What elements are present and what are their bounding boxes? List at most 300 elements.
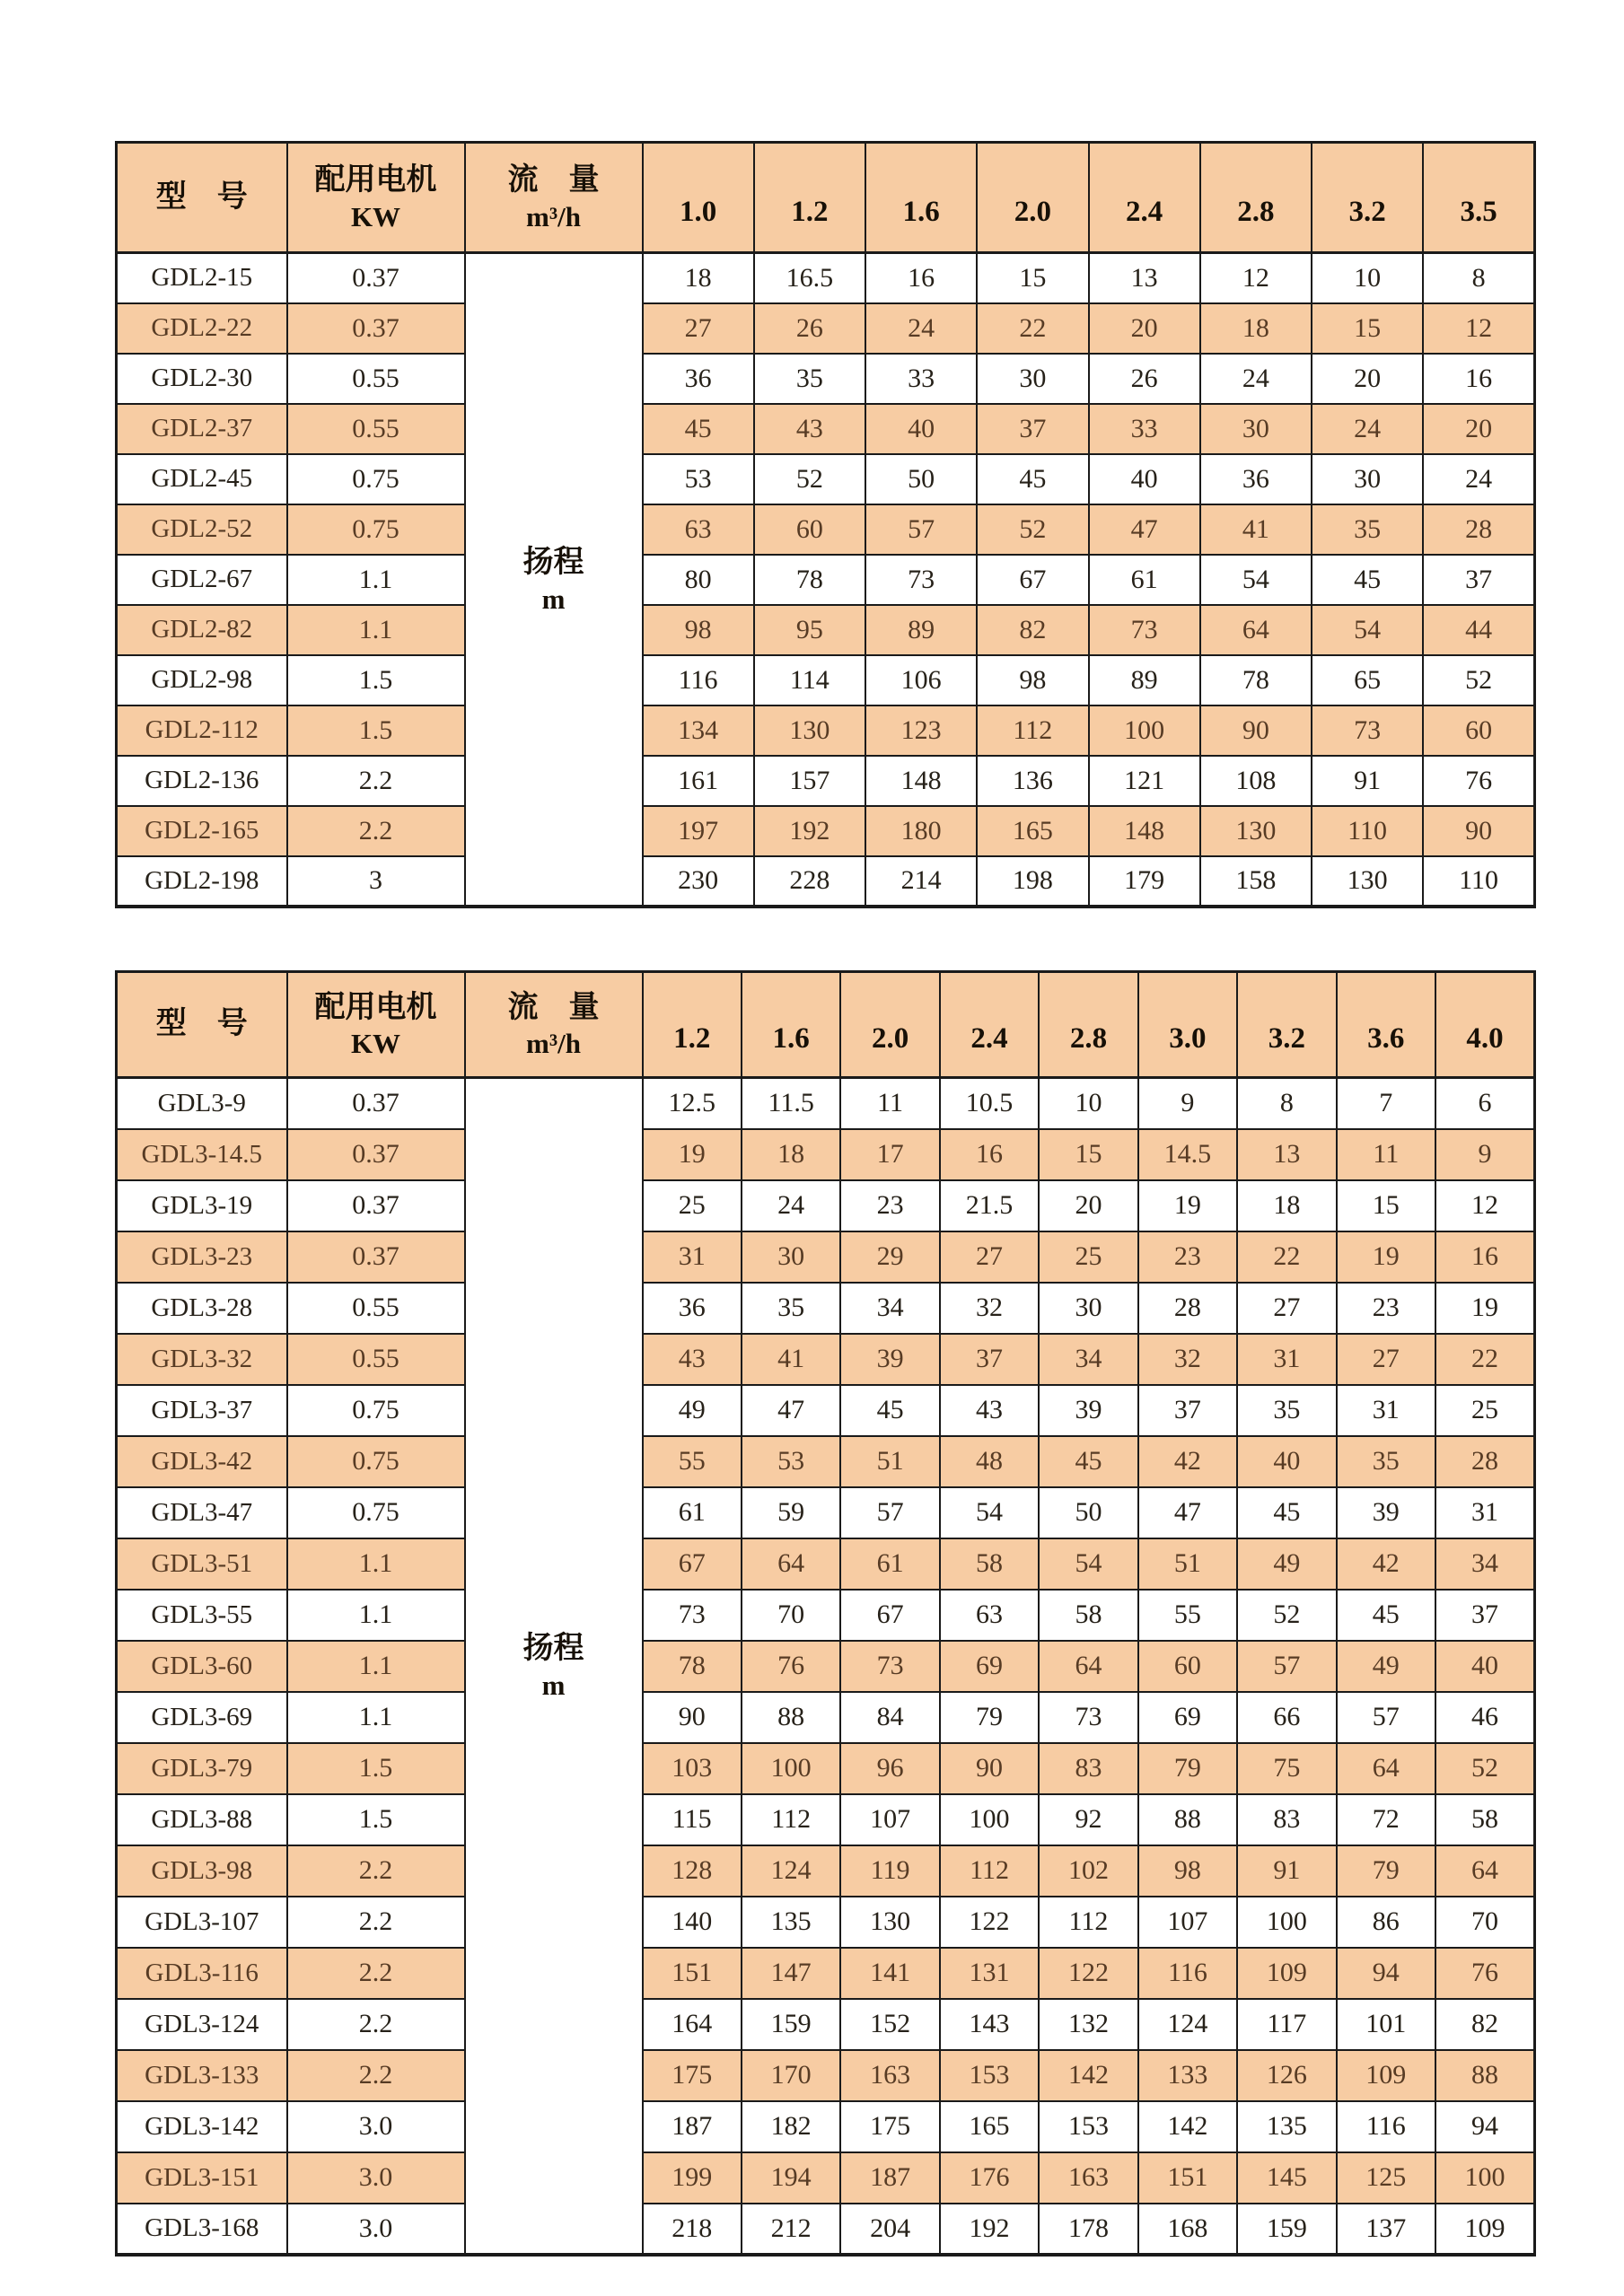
head-value-cell: 88 [1435, 2050, 1534, 2101]
head-value-cell: 48 [940, 1436, 1039, 1487]
head-value-cell: 25 [1039, 1231, 1137, 1283]
head-value-cell: 34 [1435, 1538, 1534, 1590]
motor-kw-cell: 3.0 [287, 2101, 465, 2152]
head-value-cell: 69 [940, 1641, 1039, 1692]
head-value-cell: 194 [742, 2152, 840, 2204]
model-cell: GDL2-37 [117, 404, 287, 454]
model-cell: GDL3-142 [117, 2101, 287, 2152]
model-cell: GDL2-98 [117, 655, 287, 705]
table-row [117, 756, 1535, 806]
head-value-cell: 9 [1138, 1078, 1237, 1129]
head-value-cell: 76 [742, 1641, 840, 1692]
head-value-cell: 20 [1089, 303, 1200, 354]
head-value-cell: 180 [865, 806, 977, 856]
head-value-cell: 44 [1423, 605, 1534, 655]
head-value-cell: 131 [940, 1948, 1039, 1999]
head-value-cell: 15 [1312, 303, 1423, 354]
model-cell: GDL3-69 [117, 1692, 287, 1743]
flow-rate-column-header: 2.8 [1039, 972, 1137, 1078]
head-value-cell: 45 [1312, 555, 1423, 605]
table-row [117, 504, 1535, 555]
head-value-cell: 15 [1337, 1180, 1435, 1231]
head-value-cell: 197 [643, 806, 754, 856]
head-value-cell: 23 [1337, 1283, 1435, 1334]
head-value-cell: 26 [1089, 354, 1200, 404]
model-cell: GDL3-98 [117, 1845, 287, 1897]
motor-kw-cell: 1.5 [287, 1743, 465, 1794]
head-value-cell: 88 [1138, 1794, 1237, 1845]
table-row [117, 1743, 1535, 1794]
head-value-cell: 132 [1039, 1999, 1137, 2050]
head-value-cell: 178 [1039, 2204, 1137, 2255]
head-value-cell: 19 [1337, 1231, 1435, 1283]
head-value-cell: 64 [1435, 1845, 1534, 1897]
head-value-cell: 187 [643, 2101, 742, 2152]
head-value-cell: 182 [742, 2101, 840, 2152]
head-value-cell: 136 [977, 756, 1088, 806]
head-value-cell: 115 [643, 1794, 742, 1845]
head-value-cell: 107 [840, 1794, 939, 1845]
table-row [117, 1692, 1535, 1743]
model-cell: GDL2-112 [117, 705, 287, 756]
flow-rate-column-header: 2.8 [1200, 143, 1312, 253]
motor-kw-cell: 0.75 [287, 504, 465, 555]
table-row [117, 303, 1535, 354]
head-value-cell: 29 [840, 1231, 939, 1283]
model-cell: GDL3-47 [117, 1487, 287, 1538]
table-row [117, 354, 1535, 404]
head-value-cell: 90 [1423, 806, 1534, 856]
table-row [117, 1436, 1535, 1487]
head-value-cell: 36 [643, 354, 754, 404]
head-value-cell: 18 [643, 253, 754, 303]
flow-rate-column-header: 2.4 [1089, 143, 1200, 253]
head-value-cell: 133 [1138, 2050, 1237, 2101]
table-row [117, 555, 1535, 605]
flow-rate-column-header: 1.0 [643, 143, 754, 253]
head-value-cell: 34 [1039, 1334, 1137, 1385]
head-value-cell: 78 [643, 1641, 742, 1692]
head-value-cell: 134 [643, 705, 754, 756]
head-value-cell: 12 [1435, 1180, 1534, 1231]
head-value-cell: 37 [1423, 555, 1534, 605]
head-merged-cell [465, 1078, 643, 2255]
model-cell: GDL3-14.5 [117, 1129, 287, 1180]
head-value-cell: 176 [940, 2152, 1039, 2204]
flow-rate-column-header: 3.2 [1312, 143, 1423, 253]
motor-kw-cell: 1.5 [287, 705, 465, 756]
motor-kw-cell: 0.37 [287, 1078, 465, 1129]
head-value-cell: 11 [1337, 1129, 1435, 1180]
table-row [117, 655, 1535, 705]
head-value-cell: 109 [1237, 1948, 1336, 1999]
model-cell: GDL2-45 [117, 454, 287, 504]
head-value-cell: 8 [1237, 1078, 1336, 1129]
motor-kw-cell: 0.75 [287, 1436, 465, 1487]
model-cell: GDL2-67 [117, 555, 287, 605]
head-value-cell: 142 [1138, 2101, 1237, 2152]
head-value-cell: 98 [643, 605, 754, 655]
head-value-cell: 39 [840, 1334, 939, 1385]
head-unit-label: m [541, 583, 566, 615]
head-value-cell: 158 [1200, 856, 1312, 907]
head-value-cell: 47 [1089, 504, 1200, 555]
table-row [117, 1078, 1535, 1129]
motor-kw-cell: 2.2 [287, 1999, 465, 2050]
head-value-cell: 54 [1039, 1538, 1137, 1590]
head-value-cell: 27 [940, 1231, 1039, 1283]
head-value-cell: 91 [1312, 756, 1423, 806]
head-value-cell: 11.5 [742, 1078, 840, 1129]
head-value-cell: 159 [742, 1999, 840, 2050]
head-value-cell: 117 [1237, 1999, 1336, 2050]
motor-kw-cell: 3.0 [287, 2152, 465, 2204]
head-value-cell: 116 [643, 655, 754, 705]
head-value-cell: 73 [865, 555, 977, 605]
head-value-cell: 46 [1435, 1692, 1534, 1743]
head-value-cell: 37 [1138, 1385, 1237, 1436]
head-value-cell: 78 [1200, 655, 1312, 705]
head-value-cell: 137 [1337, 2204, 1435, 2255]
head-value-cell: 157 [754, 756, 865, 806]
head-label: 扬程 [522, 545, 584, 579]
head-value-cell: 100 [1237, 1897, 1336, 1948]
motor-kw-cell: 0.55 [287, 1334, 465, 1385]
table-row [117, 253, 1535, 303]
head-value-cell: 66 [1237, 1692, 1336, 1743]
head-value-cell: 95 [754, 605, 865, 655]
head-value-cell: 52 [1237, 1590, 1336, 1641]
head-value-cell: 214 [865, 856, 977, 907]
head-value-cell: 64 [742, 1538, 840, 1590]
motor-header-cell [287, 972, 465, 1078]
head-value-cell: 110 [1312, 806, 1423, 856]
head-value-cell: 79 [940, 1692, 1039, 1743]
head-value-cell: 141 [840, 1948, 939, 1999]
head-value-cell: 112 [940, 1845, 1039, 1897]
head-value-cell: 86 [1337, 1897, 1435, 1948]
model-cell: GDL2-82 [117, 605, 287, 655]
head-value-cell: 64 [1337, 1743, 1435, 1794]
table-row [117, 1385, 1535, 1436]
head-value-cell: 18 [742, 1129, 840, 1180]
head-value-cell: 90 [643, 1692, 742, 1743]
head-value-cell: 79 [1138, 1743, 1237, 1794]
head-value-cell: 198 [977, 856, 1088, 907]
head-value-cell: 122 [1039, 1948, 1137, 1999]
head-value-cell: 130 [1312, 856, 1423, 907]
head-value-cell: 35 [1312, 504, 1423, 555]
model-cell: GDL2-52 [117, 504, 287, 555]
head-value-cell: 135 [742, 1897, 840, 1948]
motor-kw-cell: 0.75 [287, 1487, 465, 1538]
head-value-cell: 126 [1237, 2050, 1336, 2101]
head-value-cell: 45 [840, 1385, 939, 1436]
table-row [117, 1641, 1535, 1692]
flow-rate-column-header: 3.6 [1337, 972, 1435, 1078]
head-value-cell: 63 [940, 1590, 1039, 1641]
head-value-cell: 31 [1237, 1334, 1336, 1385]
motor-header-cell [287, 143, 465, 253]
head-value-cell: 106 [865, 655, 977, 705]
head-value-cell: 19 [1435, 1283, 1534, 1334]
table-row [117, 1129, 1535, 1180]
flow-header-label: 流 量 [507, 163, 600, 197]
head-value-cell: 33 [865, 354, 977, 404]
head-value-cell: 175 [643, 2050, 742, 2101]
head-value-cell: 27 [643, 303, 754, 354]
head-value-cell: 16 [1423, 354, 1534, 404]
motor-unit-label: KW [350, 200, 401, 232]
head-value-cell: 164 [643, 1999, 742, 2050]
head-value-cell: 230 [643, 856, 754, 907]
model-cell: GDL2-136 [117, 756, 287, 806]
head-value-cell: 37 [1435, 1590, 1534, 1641]
flow-rate-column-header: 2.0 [977, 143, 1088, 253]
head-value-cell: 153 [940, 2050, 1039, 2101]
model-cell: GDL3-116 [117, 1948, 287, 1999]
head-value-cell: 52 [977, 504, 1088, 555]
head-value-cell: 82 [1435, 1999, 1534, 2050]
model-cell: GDL3-88 [117, 1794, 287, 1845]
head-value-cell: 123 [865, 705, 977, 756]
head-value-cell: 73 [1312, 705, 1423, 756]
head-value-cell: 228 [754, 856, 865, 907]
table-row [117, 806, 1535, 856]
head-value-cell: 52 [1435, 1743, 1534, 1794]
motor-kw-cell: 2.2 [287, 1845, 465, 1897]
head-value-cell: 16.5 [754, 253, 865, 303]
head-value-cell: 53 [742, 1436, 840, 1487]
motor-header-label: 配用电机 [314, 163, 437, 197]
table-row [117, 404, 1535, 454]
model-cell: GDL2-30 [117, 354, 287, 404]
head-value-cell: 27 [1337, 1334, 1435, 1385]
table-row [117, 1231, 1535, 1283]
head-value-cell: 145 [1237, 2152, 1336, 2204]
model-cell: GDL3-28 [117, 1283, 287, 1334]
model-cell: GDL3-37 [117, 1385, 287, 1436]
head-value-cell: 109 [1337, 2050, 1435, 2101]
head-value-cell: 128 [643, 1845, 742, 1897]
head-value-cell: 88 [742, 1692, 840, 1743]
head-value-cell: 130 [754, 705, 865, 756]
table-row [117, 2101, 1535, 2152]
head-value-cell: 20 [1423, 404, 1534, 454]
head-value-cell: 49 [1237, 1538, 1336, 1590]
model-cell: GDL3-79 [117, 1743, 287, 1794]
head-value-cell: 100 [1435, 2152, 1534, 2204]
head-value-cell: 27 [1237, 1283, 1336, 1334]
flow-unit-label: m³/h [526, 200, 581, 232]
head-value-cell: 143 [940, 1999, 1039, 2050]
head-value-cell: 79 [1337, 1845, 1435, 1897]
head-value-cell: 36 [643, 1283, 742, 1334]
model-header-cell [117, 972, 287, 1078]
head-value-cell: 45 [1039, 1436, 1137, 1487]
head-value-cell: 192 [754, 806, 865, 856]
head-value-cell: 212 [742, 2204, 840, 2255]
head-value-cell: 165 [977, 806, 1088, 856]
head-value-cell: 75 [1237, 1743, 1336, 1794]
motor-kw-cell: 0.37 [287, 1180, 465, 1231]
table-row [117, 1845, 1535, 1897]
head-value-cell: 18 [1200, 303, 1312, 354]
head-value-cell: 51 [840, 1436, 939, 1487]
head-value-cell: 112 [742, 1794, 840, 1845]
head-value-cell: 63 [643, 504, 754, 555]
head-value-cell: 110 [1423, 856, 1534, 907]
table-row [117, 1794, 1535, 1845]
head-value-cell: 72 [1337, 1794, 1435, 1845]
head-value-cell: 103 [643, 1743, 742, 1794]
head-value-cell: 58 [1039, 1590, 1137, 1641]
head-value-cell: 147 [742, 1948, 840, 1999]
head-value-cell: 100 [1089, 705, 1200, 756]
head-value-cell: 10 [1039, 1078, 1137, 1129]
head-value-cell: 70 [1435, 1897, 1534, 1948]
head-value-cell: 50 [865, 454, 977, 504]
head-value-cell: 122 [940, 1897, 1039, 1948]
head-value-cell: 130 [1200, 806, 1312, 856]
model-cell: GDL3-124 [117, 1999, 287, 2050]
flow-rate-column-header: 1.2 [754, 143, 865, 253]
head-value-cell: 40 [1237, 1436, 1336, 1487]
head-value-cell: 168 [1138, 2204, 1237, 2255]
head-value-cell: 40 [865, 404, 977, 454]
head-value-cell: 28 [1138, 1283, 1237, 1334]
head-value-cell: 151 [643, 1948, 742, 1999]
model-header-label: 型 号 [155, 1007, 248, 1041]
table-row [117, 1897, 1535, 1948]
head-value-cell: 41 [742, 1334, 840, 1385]
head-value-cell: 21.5 [940, 1180, 1039, 1231]
head-value-cell: 192 [940, 2204, 1039, 2255]
table-row [117, 1180, 1535, 1231]
head-value-cell: 57 [840, 1487, 939, 1538]
head-value-cell: 22 [977, 303, 1088, 354]
head-value-cell: 12 [1423, 303, 1534, 354]
head-value-cell: 54 [1200, 555, 1312, 605]
head-value-cell: 55 [1138, 1590, 1237, 1641]
head-value-cell: 179 [1089, 856, 1200, 907]
motor-kw-cell: 1.5 [287, 655, 465, 705]
head-value-cell: 112 [977, 705, 1088, 756]
head-value-cell: 161 [643, 756, 754, 806]
model-cell: GDL3-23 [117, 1231, 287, 1283]
motor-kw-cell: 0.37 [287, 303, 465, 354]
table-row [117, 605, 1535, 655]
head-value-cell: 119 [840, 1845, 939, 1897]
head-value-cell: 37 [977, 404, 1088, 454]
head-value-cell: 37 [940, 1334, 1039, 1385]
head-value-cell: 19 [1138, 1180, 1237, 1231]
head-value-cell: 163 [840, 2050, 939, 2101]
head-value-cell: 91 [1237, 1845, 1336, 1897]
head-value-cell: 32 [1138, 1334, 1237, 1385]
head-value-cell: 10 [1312, 253, 1423, 303]
head-value-cell: 40 [1435, 1641, 1534, 1692]
head-value-cell: 98 [977, 655, 1088, 705]
head-value-cell: 39 [1039, 1385, 1137, 1436]
head-value-cell: 135 [1237, 2101, 1336, 2152]
motor-kw-cell: 2.2 [287, 2050, 465, 2101]
head-value-cell: 53 [643, 454, 754, 504]
head-value-cell: 17 [840, 1129, 939, 1180]
flow-rate-column-header: 2.4 [940, 972, 1039, 1078]
motor-kw-cell: 3.0 [287, 2204, 465, 2255]
motor-kw-cell: 0.55 [287, 1283, 465, 1334]
head-value-cell: 60 [1138, 1641, 1237, 1692]
head-value-cell: 31 [643, 1231, 742, 1283]
model-cell: GDL3-60 [117, 1641, 287, 1692]
model-cell: GDL3-168 [117, 2204, 287, 2255]
head-value-cell: 24 [1423, 454, 1534, 504]
head-value-cell: 175 [840, 2101, 939, 2152]
head-value-cell: 25 [1435, 1385, 1534, 1436]
motor-kw-cell: 1.1 [287, 1692, 465, 1743]
head-value-cell: 23 [840, 1180, 939, 1231]
head-value-cell: 45 [1237, 1487, 1336, 1538]
head-value-cell: 159 [1237, 2204, 1336, 2255]
head-value-cell: 47 [1138, 1487, 1237, 1538]
head-value-cell: 218 [643, 2204, 742, 2255]
motor-kw-cell: 3 [287, 856, 465, 907]
head-value-cell: 55 [643, 1436, 742, 1487]
head-value-cell: 12.5 [643, 1078, 742, 1129]
table-row [117, 1334, 1535, 1385]
head-value-cell: 152 [840, 1999, 939, 2050]
head-value-cell: 35 [754, 354, 865, 404]
head-value-cell: 101 [1337, 1999, 1435, 2050]
model-header-label: 型 号 [155, 180, 248, 214]
table-row [117, 856, 1535, 907]
head-value-cell: 59 [742, 1487, 840, 1538]
head-value-cell: 76 [1423, 756, 1534, 806]
head-value-cell: 94 [1435, 2101, 1534, 2152]
head-value-cell: 24 [742, 1180, 840, 1231]
table-row [117, 1590, 1535, 1641]
head-value-cell: 204 [840, 2204, 939, 2255]
head-value-cell: 67 [643, 1538, 742, 1590]
table-row [117, 2050, 1535, 2101]
head-value-cell: 24 [1312, 404, 1423, 454]
head-value-cell: 20 [1312, 354, 1423, 404]
head-value-cell: 43 [754, 404, 865, 454]
head-value-cell: 49 [1337, 1641, 1435, 1692]
head-value-cell: 18 [1237, 1180, 1336, 1231]
model-cell: GDL2-165 [117, 806, 287, 856]
head-value-cell: 49 [643, 1385, 742, 1436]
head-value-cell: 112 [1039, 1897, 1137, 1948]
head-value-cell: 153 [1039, 2101, 1137, 2152]
gdl3-pump-spec-table [115, 970, 1536, 2257]
head-value-cell: 94 [1337, 1948, 1435, 1999]
model-cell: GDL3-51 [117, 1538, 287, 1590]
flow-rate-column-header: 3.5 [1423, 143, 1534, 253]
head-value-cell: 52 [754, 454, 865, 504]
head-value-cell: 73 [1039, 1692, 1137, 1743]
table-row [117, 1948, 1535, 1999]
head-merged-cell [465, 253, 643, 907]
head-value-cell: 73 [1089, 605, 1200, 655]
head-value-cell: 24 [865, 303, 977, 354]
head-value-cell: 121 [1089, 756, 1200, 806]
head-value-cell: 7 [1337, 1078, 1435, 1129]
table-row [117, 2204, 1535, 2255]
head-value-cell: 61 [643, 1487, 742, 1538]
flow-rate-column-header: 1.2 [643, 972, 742, 1078]
